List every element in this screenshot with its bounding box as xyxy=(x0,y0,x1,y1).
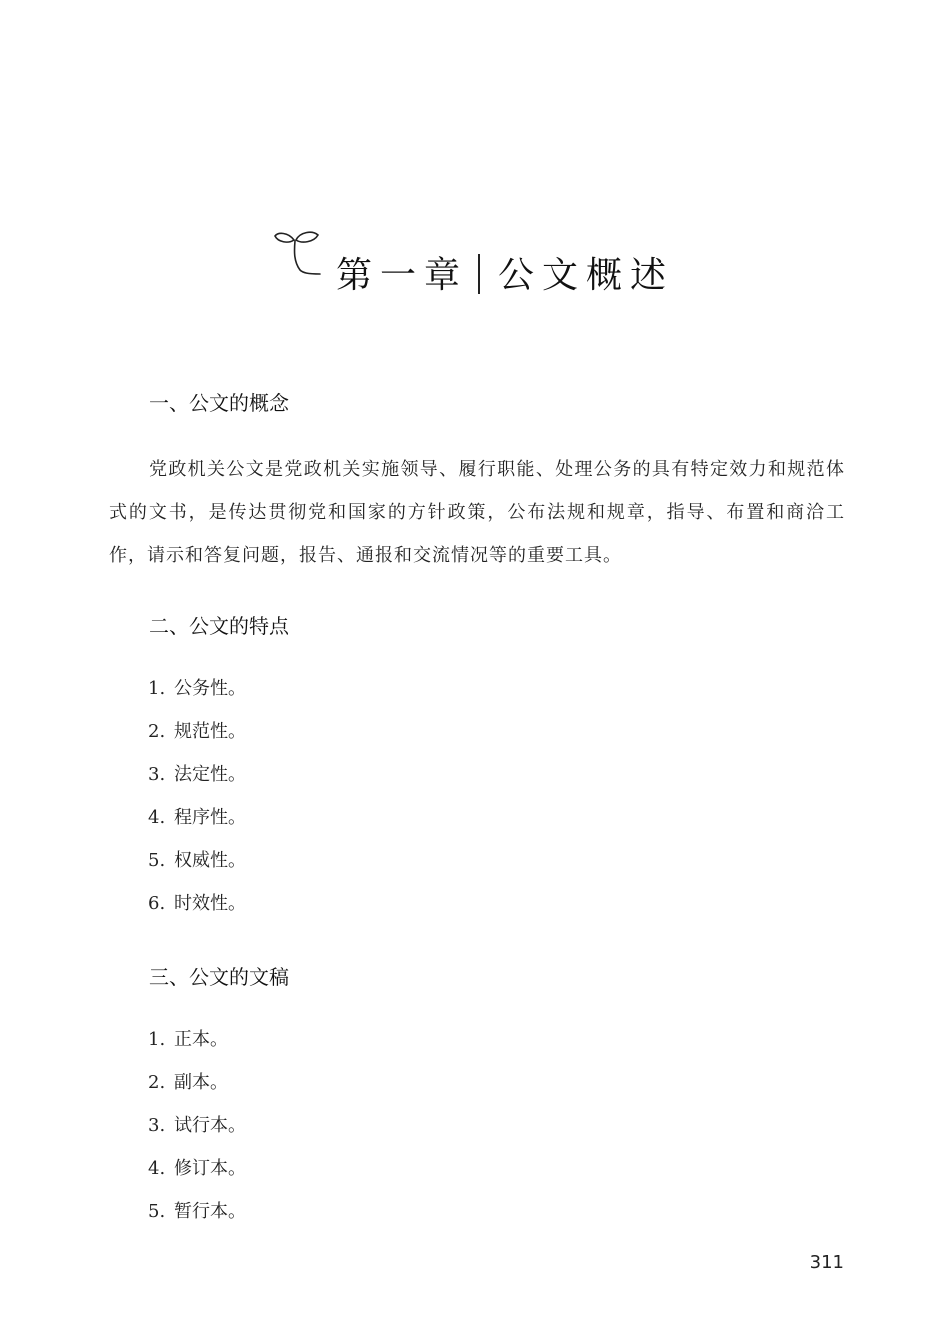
list-item xyxy=(148,882,246,925)
list-item xyxy=(148,1061,246,1104)
list-item-text: 时效性。 xyxy=(174,893,246,914)
list-item-number: 1. xyxy=(148,678,166,699)
chapter-name: 公文概述 xyxy=(498,255,675,296)
list-item-number: 5. xyxy=(148,850,166,871)
section-heading-concept: 一、公文的概念 xyxy=(149,391,289,415)
list-item-number: 3. xyxy=(148,764,166,785)
chapter-header xyxy=(272,226,692,302)
section-heading-drafts: 三、公文的文稿 xyxy=(149,965,289,989)
list-item-number: 6. xyxy=(148,893,166,914)
chapter-divider xyxy=(478,254,480,294)
list-item-text: 规范性。 xyxy=(174,721,246,742)
chapter-number: 第一章 xyxy=(336,255,469,296)
list-item xyxy=(148,1147,246,1190)
list-item xyxy=(148,796,246,839)
list-item-number: 2. xyxy=(148,1072,166,1093)
list-item-number: 4. xyxy=(148,807,166,828)
sprout-icon xyxy=(272,226,324,278)
list-item xyxy=(148,1190,246,1233)
section-heading-features: 二、公文的特点 xyxy=(149,614,289,638)
list-item xyxy=(148,839,246,882)
list-item-number: 3. xyxy=(148,1115,166,1136)
features-list xyxy=(148,667,246,925)
list-item-text: 法定性。 xyxy=(174,764,246,785)
list-item-text: 权威性。 xyxy=(174,850,246,871)
list-item-text: 正本。 xyxy=(174,1029,228,1050)
list-item-text: 公务性。 xyxy=(174,678,246,699)
list-item-number: 5. xyxy=(148,1201,166,1222)
concept-paragraph: 党政机关公文是党政机关实施领导、履行职能、处理公务的具有特定效力和规范体式的文书，是传达贯彻党和国家的方针政策，公布法规和规章，指导、布置和商洽工作，请示和答复问题，报告、通报和交流情况等的重要工具。 xyxy=(109,459,845,566)
list-item xyxy=(148,667,246,710)
list-item-text: 副本。 xyxy=(174,1072,228,1093)
list-item xyxy=(148,710,246,753)
chapter-title xyxy=(336,250,674,302)
list-item-text: 程序性。 xyxy=(174,807,246,828)
list-item-text: 试行本。 xyxy=(174,1115,246,1136)
page-number: 311 xyxy=(809,1252,844,1273)
list-item-number: 2. xyxy=(148,721,166,742)
list-item-text: 修订本。 xyxy=(174,1158,246,1179)
list-item xyxy=(148,1018,246,1061)
drafts-list xyxy=(148,1018,246,1233)
list-item-number: 4. xyxy=(148,1158,166,1179)
list-item-text: 暂行本。 xyxy=(174,1201,246,1222)
list-item xyxy=(148,1104,246,1147)
list-item xyxy=(148,753,246,796)
list-item-number: 1. xyxy=(148,1029,166,1050)
